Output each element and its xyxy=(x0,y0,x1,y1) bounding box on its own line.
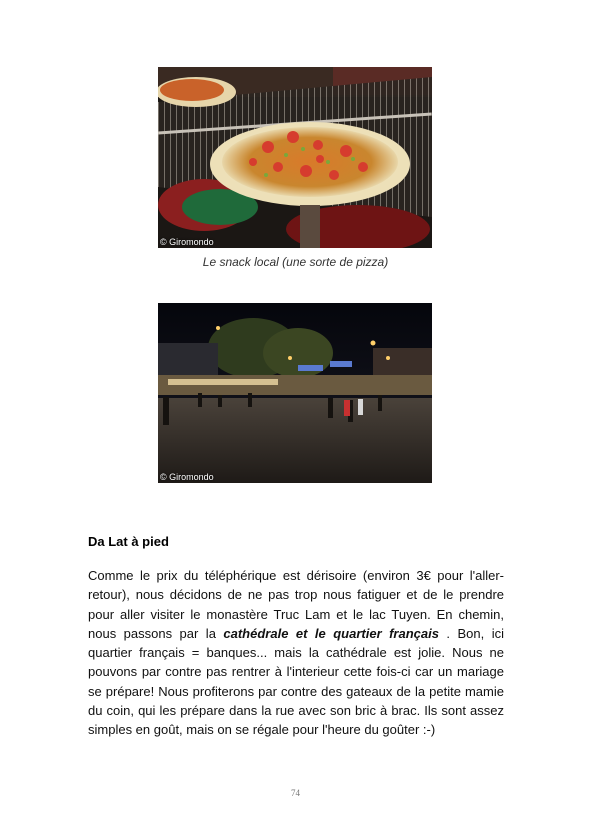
pizza-photo xyxy=(158,67,432,248)
paragraph-text-start: Comme le prix du téléphérique est dérisoire (environ 3€ pour l'aller-retour), nous décidons de ne pas trop nous fatiguer et de le prendre pour aller visiter le monastère Truc Lam et le lac Tuyen. En chemin, nous passons par la xyxy=(88,568,504,641)
photo-watermark: © Giromondo xyxy=(160,472,214,482)
street-night-photo xyxy=(158,303,432,483)
body-paragraph xyxy=(88,566,504,740)
page-number: 74 xyxy=(291,788,300,798)
emphasis-cathedral: cathédrale et le quartier français xyxy=(223,625,439,641)
paragraph-text-end: . Bon, ici quartier français = banques... mais la cathédrale est jolie. Nous ne pouvons par contre pas rentrer à l'interieur cette fois-ci car un mariage se prépare! Nous profiterons par contre des gateaux de la petite mamie du coin, qui les prépare dans la rue avec son bric à brac. Ils sont assez simples en goût, mais on se régale pour l'heure du goûter :-) xyxy=(88,625,504,738)
section-title: Da Lat à pied xyxy=(88,534,169,549)
pizza-photo-caption: Le snack local (une sorte de pizza) xyxy=(202,255,389,269)
photo-watermark: © Giromondo xyxy=(160,237,214,247)
